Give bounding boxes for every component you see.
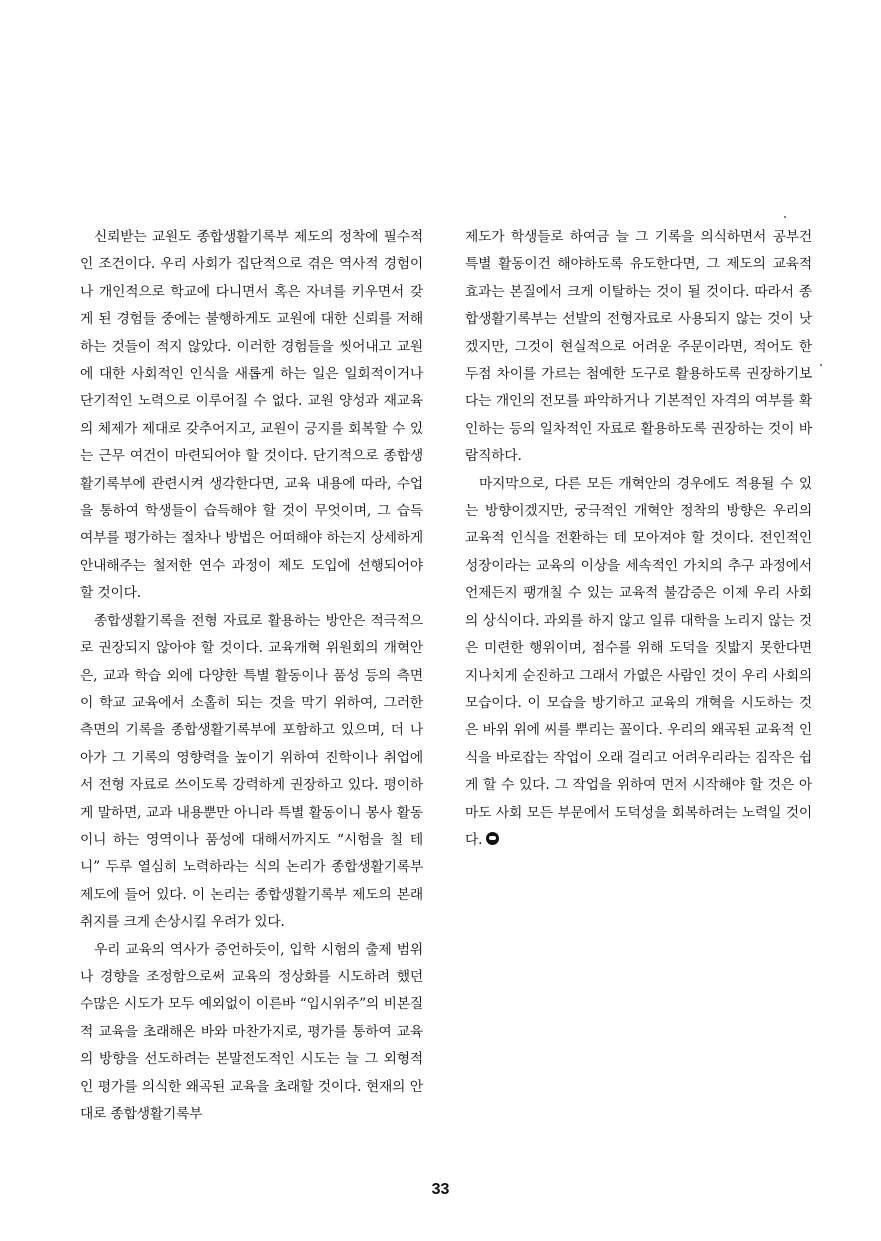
paragraph-text: 마지막으로, 다른 모든 개혁안의 경우에도 적용될 수 있는 방향이겠지만, 궁극적인 개혁안 정착의 방향은 우리의 교육적 인식을 전환하는 데 모아져야 할 것이다. 전인적인 성장이라는 교육의 이상을 세속적인 가치의 추구 과정에서 언제든지 팽개칠 수 있는 교육적 불감증은 이제 우리 사회의 상식이다. 과외를 하지 않고 일류 대학을 노리지 않는 것은 미련한 행위이며, 점수를 위해 도덕을 짓밟지 못한다면 지나치게 순진하고 그래서 가엾은 사람인 것이 우리 사회의 모습이다. 이 모습을 방기하고 교육의 개혁을 시도하는 것은 바위 위에 씨를 뿌리는 꼴이다. 우리의 왜곡된 교육적 인식을 바로잡는 작업이 오래 걸리고 어려우리라는 짐작은 쉽게 할 수 있다. 그 작업을 위하여 먼저 시작해야 할 것은 아마도 사회 모든 부문에서 도덕성을 회복하려는 노력일 것이다.: [465, 475, 812, 848]
end-mark-icon: [486, 832, 499, 845]
paragraph: 우리 교육의 역사가 증언하듯이, 입학 시험의 출제 범위나 경향을 조정함으로써 교육의 정상화를 시도하려 했던 수많은 시도가 모두 예외없이 이른바 “입시위주”의 비본질적 교육을 초래해온 바와 마찬가지로, 평가를 통하여 교육의 방향을 선도하려는 본말전도적인 시도는 늘 그 외형적인 평가를 의식한 왜곡된 교육을 초래할 것이다. 현재의 안대로 종합생활기록부: [80, 941, 423, 1122]
paragraph-text: 제도가 학생들로 하여금 늘 그 기록을 의식하면서 공부건 특별 활동이건 해야하도록 유도한다면, 그 제도의 교육적 효과는 본질에서 크게 이탈하는 것이 될 것이다. 따라서 종합생활기록부는 선발의 전형자료로 사용되지 않는 것이 낫겠지만, 그것이 현실적으로 어려운 주문이라면, 적어도 한두점 차이를 가르는 첨예한 도구로 활용하도록 권장하기보다는 개인의 전모를 파악하거나 기본적인 자격의 여부를 확인하는 등의 일차적인 자료로 활용하도록 권장하는 것이 바람직하다.: [465, 229, 812, 465]
paragraph: 종합생활기록을 전형 자료로 활용하는 방안은 적극적으로 권장되지 않아야 할 것이다. 교육개혁 위원회의 개혁안은, 교과 학습 외에 다양한 특별 활동이나 품성 등의 측면이 학교 교육에서 소홀히 되는 것을 막기 위하여, 그러한 측면의 기록을 종합생활기록부에 포함하고 있으며, 더 나아가 그 기록의 영향력을 높이기 위하여 진학이나 취업에서 전형 자료로 쓰이도록 강력하게 권장하고 있다. 평이하게 말하면, 교과 내용뿐만 아니라 특별 활동이니 봉사 활동이니 하는 영역이나 품성에 대해서까지도 “시험을 칠 테니” 두루 열심히 노력하라는 식의 논리가 종합생활기록부 제도에 들어 있다. 이 논리는 종합생활기록부 제도의 본래 취지를 크게 손상시킬 우려가 있다.: [80, 612, 423, 931]
scan-speck: [784, 216, 786, 218]
right-text-column: [465, 224, 812, 854]
left-text-column: [80, 224, 423, 1128]
scan-speck: [820, 364, 822, 366]
paragraph: [465, 471, 812, 855]
paragraph: 신뢰받는 교원도 종합생활기록부 제도의 정착에 필수적인 조건이다. 우리 사회가 집단적으로 겪은 역사적 경험이나 개인적으로 학교에 다니면서 혹은 자녀를 키우면서 갖게 된 경험들 중에는 불행하게도 교원에 대한 신뢰를 저해하는 것들이 적지 않았다. 이러한 경험들을 씻어내고 교원에 대한 사회적인 인식을 새롭게 하는 일은 일회적이거나 단기적인 노력으로 이루어질 수 없다. 교원 양성과 재교육의 체제가 제대로 갖추어지고, 교원이 긍지를 회복할 수 있는 근무 여건이 마련되어야 할 것이다. 단기적으로 종합생활기록부에 관련시켜 생각한다면, 교육 내용에 따라, 수업을 통하여 학생들이 습득해야 할 것이 무엇이며, 그 습득 여부를 평가하는 절차나 방법은 어떠해야 하는지 상세하게 안내해주는 철저한 연수 과정이 제도 도입에 선행되어야 할 것이다.: [80, 229, 423, 602]
page-number: 33: [431, 1181, 450, 1198]
paragraph-continued: [465, 224, 812, 471]
